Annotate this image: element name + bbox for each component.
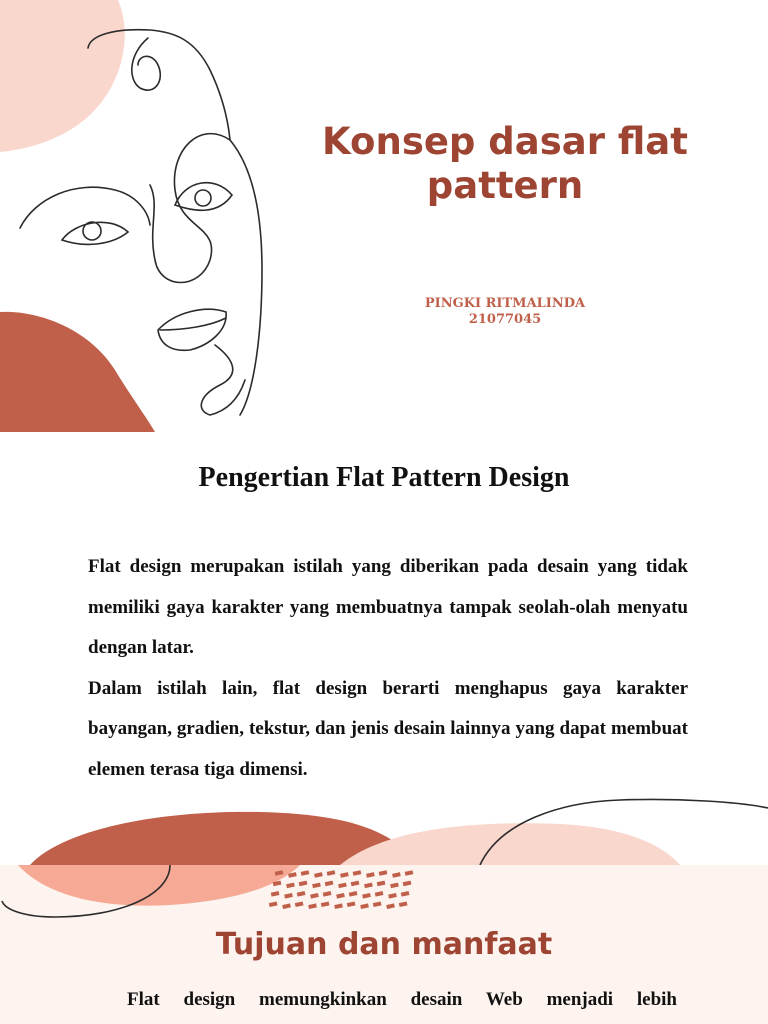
- salmon-blob-shape: [18, 865, 300, 906]
- dash-mark: [314, 872, 323, 878]
- dash-mark: [399, 901, 408, 907]
- dash-mark: [312, 883, 321, 889]
- author-name: PINGKI RITMALINDA: [424, 296, 586, 311]
- presentation-title: Konsep dasar flat pattern: [322, 120, 688, 207]
- slide-definition: [0, 432, 768, 865]
- definition-heading: Pengertian Flat Pattern Design: [198, 462, 570, 493]
- dash-mark: [334, 903, 343, 909]
- dash-mark: [401, 891, 410, 897]
- dash-mark: [269, 901, 278, 907]
- definition-paragraph-1: Flat design merupakan istilah yang diberikan pada desain yang tidak memiliki gaya karakter yang membuatnya tampak seolah-olah menyatu dengan latar.: [88, 556, 688, 658]
- dash-mark: [297, 891, 306, 897]
- slide-purpose: [0, 865, 768, 1024]
- author-id: 21077045: [468, 312, 542, 327]
- dash-mark: [286, 883, 295, 889]
- dash-mark: [295, 901, 304, 907]
- dash-mark: [321, 901, 330, 907]
- dash-mark: [327, 870, 336, 876]
- dash-mark: [390, 883, 399, 889]
- dash-mark: [299, 881, 308, 887]
- dash-mark: [284, 893, 293, 899]
- dash-mark: [336, 893, 345, 899]
- dash-mark: [375, 891, 384, 897]
- dash-mark: [325, 881, 334, 887]
- dash-pattern-icon: [269, 870, 414, 909]
- dash-mark: [362, 893, 371, 899]
- author-block: [380, 296, 630, 328]
- dash-mark: [379, 870, 388, 876]
- dash-mark: [310, 893, 319, 899]
- dash-mark: [392, 872, 401, 878]
- dash-mark: [349, 891, 358, 897]
- purpose-heading: Tujuan dan manfaat: [215, 927, 553, 962]
- dash-mark: [323, 891, 332, 897]
- dash-mark: [386, 903, 395, 909]
- dash-mark: [340, 872, 349, 878]
- dash-mark: [353, 870, 362, 876]
- dash-mark: [338, 883, 347, 889]
- dash-mark: [360, 903, 369, 909]
- dash-mark: [403, 881, 412, 887]
- purpose-paragraph: Flat design memungkinkan desain Web menjadi lebih: [127, 989, 677, 1010]
- rust-blob-shape: [0, 312, 155, 432]
- dash-mark: [364, 883, 373, 889]
- definition-paragraph-2: Dalam istilah lain, flat design berarti menghapus gaya karakter bayangan, gradien, tekstur, dan jenis desain lainnya yang dapat membuat elemen terasa tiga dimensi.: [88, 677, 688, 780]
- dash-mark: [351, 881, 360, 887]
- dash-mark: [366, 872, 375, 878]
- slide1-decoration: [0, 0, 768, 432]
- dash-mark: [405, 870, 414, 876]
- dash-mark: [282, 903, 291, 909]
- dash-mark: [388, 893, 397, 899]
- peach-wave-shape: [340, 823, 680, 865]
- definition-body: [88, 547, 688, 790]
- dash-mark: [308, 903, 317, 909]
- dash-mark: [271, 891, 280, 897]
- dash-mark: [377, 881, 386, 887]
- dash-mark: [373, 901, 382, 907]
- slide-title: [0, 0, 768, 432]
- dash-mark: [301, 870, 310, 876]
- peach-blob-shape: [0, 0, 125, 152]
- dash-mark: [347, 901, 356, 907]
